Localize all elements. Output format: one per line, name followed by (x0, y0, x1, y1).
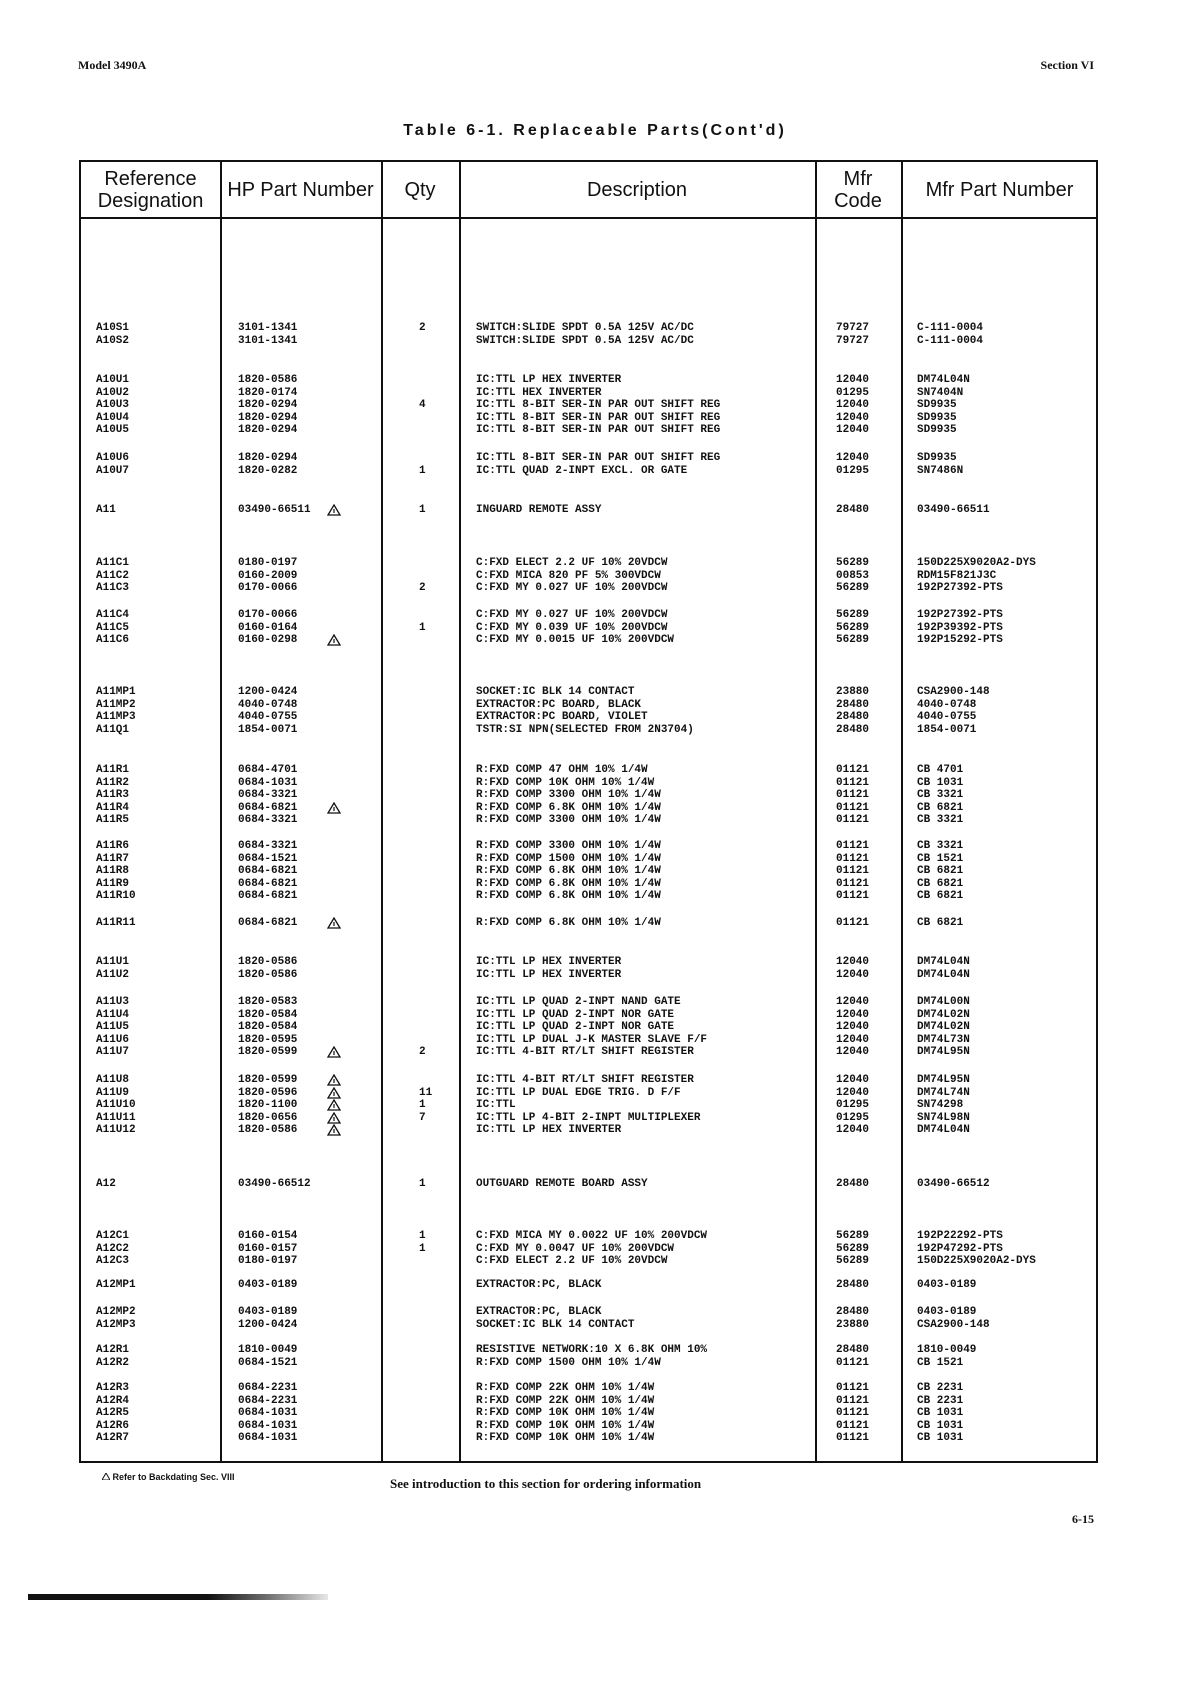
backdating-triangle-icon (327, 1087, 341, 1099)
mfr-code-cell: 12040 12040 01295 01295 12040 (836, 1074, 870, 1137)
column-divider (381, 162, 383, 1461)
mfr-code-cell: 12040 01295 12040 12040 12040 (836, 374, 870, 437)
mfr-code-cell: 28480 (836, 504, 870, 516)
section-label: Section VI (1040, 58, 1094, 72)
mfr-code-cell: 01121 01121 01121 01121 01121 (836, 840, 870, 903)
description-cell: IC:TTL 8-BIT SER-IN PAR OUT SHIFT REG IC:TTL QUAD 2-INPT EXCL. OR GATE (476, 452, 721, 477)
col-header-mfr-part: Mfr Part Number (925, 178, 1074, 201)
backdating-triangle-icon (327, 1046, 341, 1058)
mfr-part-number-cell: SD9935 SN7486N (917, 452, 964, 477)
mfr-part-number-cell: C-111-0004 C-111-0004 (917, 322, 984, 347)
backdating-triangle-icon (327, 504, 341, 516)
hp-part-number-cell: 0160-0154 0160-0157 0180-0197 (238, 1230, 298, 1268)
mfr-part-number-cell: CB 3321 CB 1521 CB 6821 CB 6821 CB 6821 (917, 840, 964, 903)
reference-designation-cell: A12MP1 (96, 1279, 136, 1291)
col-header-description: Description (586, 178, 688, 201)
description-cell: EXTRACTOR:PC, BLACK (476, 1279, 602, 1291)
mfr-part-number-cell: DM74L04N DM74L04N (917, 956, 970, 981)
hp-part-number-cell: 3101-1341 3101-1341 (238, 322, 298, 347)
reference-designation-cell: A11U8 A11U9 A11U10 A11U11 A11U12 (96, 1074, 136, 1137)
description-cell: C:FXD MICA MY 0.0022 UF 10% 200VDCW C:FXD MY 0.0047 UF 10% 200VDCW C:FXD ELECT 2.2 UF 10% 20VDCW (476, 1230, 708, 1268)
mfr-code-cell: 01121 (836, 917, 870, 929)
scan-bar (28, 1594, 328, 1600)
hp-part-number-cell: 0403-0189 (238, 1279, 298, 1291)
mfr-part-number-cell: DM74L04N SN7404N SD9935 SD9935 SD9935 (917, 374, 970, 437)
description-cell: SOCKET:IC BLK 14 CONTACT EXTRACTOR:PC BOARD, BLACK EXTRACTOR:PC BOARD, VIOLET TSTR:SI NPN(SELECTED FROM 2N3704) (476, 686, 694, 736)
mfr-part-number-cell: 1810-0049 CB 1521 (917, 1344, 977, 1369)
header-rule (81, 217, 1096, 219)
description-cell: IC:TTL 4-BIT RT/LT SHIFT REGISTER IC:TTL LP DUAL EDGE TRIG. D F/F IC:TTL IC:TTL LP 4-BIT 2-INPT MULTIPLEXER IC:TTL LP HEX INVERTER (476, 1074, 701, 1137)
footnote: Refer to Backdating Sec. VIII (102, 1472, 235, 1482)
backdating-triangle-icon (327, 1124, 341, 1136)
quantity-cell: 1 1 (419, 1230, 426, 1255)
description-cell: IC:TTL LP HEX INVERTER IC:TTL LP HEX INVERTER (476, 956, 622, 981)
mfr-part-number-cell: DM74L00N DM74L02N DM74L02N DM74L73N DM74L95N (917, 996, 970, 1059)
hp-part-number-cell: 0684-4701 0684-1031 0684-3321 0684-6821 0684-3321 (238, 764, 298, 827)
quantity-cell: 2 (419, 322, 426, 334)
mfr-part-number-cell: 0403-0189 CSA2900-148 (917, 1306, 990, 1331)
description-cell: SWITCH:SLIDE SPDT 0.5A 125V AC/DC SWITCH:SLIDE SPDT 0.5A 125V AC/DC (476, 322, 694, 347)
hp-part-number-cell: 1820-0586 1820-0586 (238, 956, 298, 981)
reference-designation-cell: A11R1 A11R2 A11R3 A11R4 A11R5 (96, 764, 130, 827)
mfr-code-cell: 12040 12040 12040 12040 12040 (836, 996, 870, 1059)
reference-designation-cell: A11R6 A11R7 A11R8 A11R9 A11R10 (96, 840, 136, 903)
mfr-code-cell: 56289 00853 56289 (836, 557, 870, 595)
mfr-code-cell: 79727 79727 (836, 322, 870, 347)
mfr-code-cell: 56289 56289 56289 (836, 1230, 870, 1268)
column-divider (459, 162, 461, 1461)
reference-designation-cell: A10U6 A10U7 (96, 452, 130, 477)
hp-part-number-cell: 1820-0294 1820-0282 (238, 452, 298, 477)
hp-part-number-cell: 0684-6821 (238, 917, 298, 929)
quantity-cell: 1 (419, 621, 426, 634)
hp-part-number-cell: 03490-66511 (238, 504, 311, 516)
backdating-triangle-icon (327, 1074, 341, 1086)
quantity-cell: 1 (419, 504, 426, 516)
reference-designation-cell: A12R1 A12R2 (96, 1344, 130, 1369)
reference-designation-cell: A12R3 A12R4 A12R5 A12R6 A12R7 (96, 1382, 130, 1445)
reference-designation-cell: A11U1 A11U2 (96, 956, 130, 981)
reference-designation-cell: A12MP2 A12MP3 (96, 1306, 136, 1331)
mfr-part-number-cell: 03490-66512 (917, 1178, 990, 1190)
quantity-cell: 1 (419, 1178, 426, 1190)
table-title: Table 6-1. Replaceable Parts(Cont'd) (403, 122, 787, 139)
col-header-reference: Reference Designation (97, 167, 204, 212)
hp-part-number-cell: 1820-0583 1820-0584 1820-0584 1820-0595 1820-0599 (238, 996, 298, 1059)
footer-note: See introduction to this section for ordering information (390, 1476, 702, 1491)
mfr-code-cell: 01121 01121 01121 01121 01121 (836, 1382, 870, 1445)
mfr-part-number-cell: 03490-66511 (917, 504, 990, 516)
mfr-part-number-cell: CB 4701 CB 1031 CB 3321 CB 6821 CB 3321 (917, 764, 964, 827)
description-cell: RESISTIVE NETWORK:10 X 6.8K OHM 10% R:FXD COMP 1500 OHM 10% 1/4W (476, 1344, 708, 1369)
description-cell: R:FXD COMP 6.8K OHM 10% 1/4W (476, 917, 661, 929)
quantity-cell: 2 (419, 582, 426, 595)
mfr-part-number-cell: CSA2900-148 4040-0748 4040-0755 1854-0071 (917, 686, 990, 736)
backdating-triangle-icon (102, 1473, 110, 1480)
mfr-part-number-cell: DM74L95N DM74L74N SN74298 SN74L98N DM74L04N (917, 1074, 970, 1137)
parts-table (79, 160, 1098, 1463)
mfr-part-number-cell: 192P27392-PTS 192P39392-PTS 192P15292-PTS (917, 609, 1003, 647)
description-cell: IC:TTL LP QUAD 2-INPT NAND GATE IC:TTL LP QUAD 2-INPT NOR GATE IC:TTL LP QUAD 2-INPT NOR GATE IC:TTL LP DUAL J-K MASTER SLAVE F/F IC:TTL 4-BIT RT/LT SHIFT REGISTER (476, 996, 708, 1059)
mfr-code-cell: 01121 01121 01121 01121 01121 (836, 764, 870, 827)
backdating-triangle-icon (327, 917, 341, 929)
description-cell: R:FXD COMP 47 OHM 10% 1/4W R:FXD COMP 10K OHM 10% 1/4W R:FXD COMP 3300 OHM 10% 1/4W R:FXD COMP 6.8K OHM 10% 1/4W R:FXD COMP 3300 OHM 10% 1/4W (476, 764, 661, 827)
hp-part-number-cell: 0180-0197 0160-2009 0170-0066 (238, 557, 298, 595)
hp-part-number-cell: 0684-2231 0684-2231 0684-1031 0684-1031 0684-1031 (238, 1382, 298, 1445)
mfr-part-number-cell: 192P22292-PTS 192P47292-PTS 150D225X9020A2-DYS (917, 1230, 1036, 1268)
description-cell: OUTGUARD REMOTE BOARD ASSY (476, 1178, 648, 1190)
mfr-code-cell: 28480 01121 (836, 1344, 870, 1369)
reference-designation-cell: A11C4 A11C5 A11C6 (96, 609, 130, 647)
description-cell: EXTRACTOR:PC, BLACK SOCKET:IC BLK 14 CONTACT (476, 1306, 635, 1331)
column-divider (220, 162, 222, 1461)
mfr-part-number-cell: CB 6821 (917, 917, 964, 929)
mfr-part-number-cell: CB 2231 CB 2231 CB 1031 CB 1031 CB 1031 (917, 1382, 964, 1445)
reference-designation-cell: A12 (96, 1178, 116, 1190)
mfr-part-number-cell: 0403-0189 (917, 1279, 977, 1291)
description-cell: R:FXD COMP 3300 OHM 10% 1/4W R:FXD COMP 1500 OHM 10% 1/4W R:FXD COMP 6.8K OHM 10% 1/4W R:FXD COMP 6.8K OHM 10% 1/4W R:FXD COMP 6.8K OHM 10% 1/4W (476, 840, 661, 903)
description-cell: R:FXD COMP 22K OHM 10% 1/4W R:FXD COMP 22K OHM 10% 1/4W R:FXD COMP 10K OHM 10% 1/4W R:FXD COMP 10K OHM 10% 1/4W R:FXD COMP 10K OHM 10% 1/4W (476, 1382, 655, 1445)
description-cell: C:FXD ELECT 2.2 UF 10% 20VDCW C:FXD MICA 820 PF 5% 300VDCW C:FXD MY 0.027 UF 10% 200VDCW (476, 557, 668, 595)
model-label: Model 3490A (78, 58, 147, 72)
hp-part-number-cell: 03490-66512 (238, 1178, 311, 1190)
reference-designation-cell: A11 (96, 504, 116, 516)
reference-designation-cell: A11MP1 A11MP2 A11MP3 A11Q1 (96, 686, 136, 736)
hp-part-number-cell: 1200-0424 4040-0748 4040-0755 1854-0071 (238, 686, 298, 736)
hp-part-number-cell: 1820-0599 1820-0596 1820-1100 1820-0656 1820-0586 (238, 1074, 298, 1137)
mfr-code-cell: 23880 28480 28480 28480 (836, 686, 870, 736)
backdating-triangle-icon (327, 634, 341, 646)
reference-designation-cell: A12C1 A12C2 A12C3 (96, 1230, 130, 1268)
reference-designation-cell: A10U1 A10U2 A10U3 A10U4 A10U5 (96, 374, 130, 437)
col-header-mfr-code: Mfr Code (834, 167, 882, 212)
reference-designation-cell: A11C1 A11C2 A11C3 (96, 557, 130, 595)
backdating-triangle-icon (327, 1112, 341, 1124)
backdating-triangle-icon (327, 1099, 341, 1111)
column-divider (815, 162, 817, 1461)
mfr-code-cell: 12040 12040 (836, 956, 870, 981)
page-number: 6-15 (1072, 1512, 1094, 1526)
mfr-part-number-cell: 150D225X9020A2-DYS RDM15F821J3C 192P27392-PTS (917, 557, 1036, 595)
quantity-cell: 1 (419, 464, 426, 477)
hp-part-number-cell: 0170-0066 0160-0164 0160-0298 (238, 609, 298, 647)
col-header-qty: Qty (404, 178, 436, 201)
mfr-code-cell: 56289 56289 56289 (836, 609, 870, 647)
hp-part-number-cell: 0403-0189 1200-0424 (238, 1306, 298, 1331)
quantity-cell: 4 (419, 399, 426, 412)
hp-part-number-cell: 1820-0586 1820-0174 1820-0294 1820-0294 1820-0294 (238, 374, 298, 437)
description-cell: C:FXD MY 0.027 UF 10% 200VDCW C:FXD MY 0.039 UF 10% 200VDCW C:FXD MY 0.0015 UF 10% 200VDCW (476, 609, 675, 647)
reference-designation-cell: A11U3 A11U4 A11U5 A11U6 A11U7 (96, 996, 130, 1059)
backdating-triangle-icon (327, 802, 341, 814)
mfr-code-cell: 12040 01295 (836, 452, 870, 477)
mfr-code-cell: 28480 (836, 1178, 870, 1190)
reference-designation-cell: A10S1 A10S2 (96, 322, 130, 347)
hp-part-number-cell: 1810-0049 0684-1521 (238, 1344, 298, 1369)
reference-designation-cell: A11R11 (96, 917, 136, 929)
description-cell: IC:TTL LP HEX INVERTER IC:TTL HEX INVERTER IC:TTL 8-BIT SER-IN PAR OUT SHIFT REG IC:TTL 8-BIT SER-IN PAR OUT SHIFT REG IC:TTL 8-BIT SER-IN PAR OUT SHIFT REG (476, 374, 721, 437)
hp-part-number-cell: 0684-3321 0684-1521 0684-6821 0684-6821 0684-6821 (238, 840, 298, 903)
quantity-cell: 2 (419, 1046, 426, 1059)
col-header-hp-part: HP Part Number (227, 178, 374, 201)
quantity-cell: 11 1 7 (419, 1086, 433, 1124)
column-divider (901, 162, 903, 1461)
description-cell: INGUARD REMOTE ASSY (476, 504, 602, 516)
mfr-code-cell: 28480 (836, 1279, 870, 1291)
mfr-code-cell: 28480 23880 (836, 1306, 870, 1331)
